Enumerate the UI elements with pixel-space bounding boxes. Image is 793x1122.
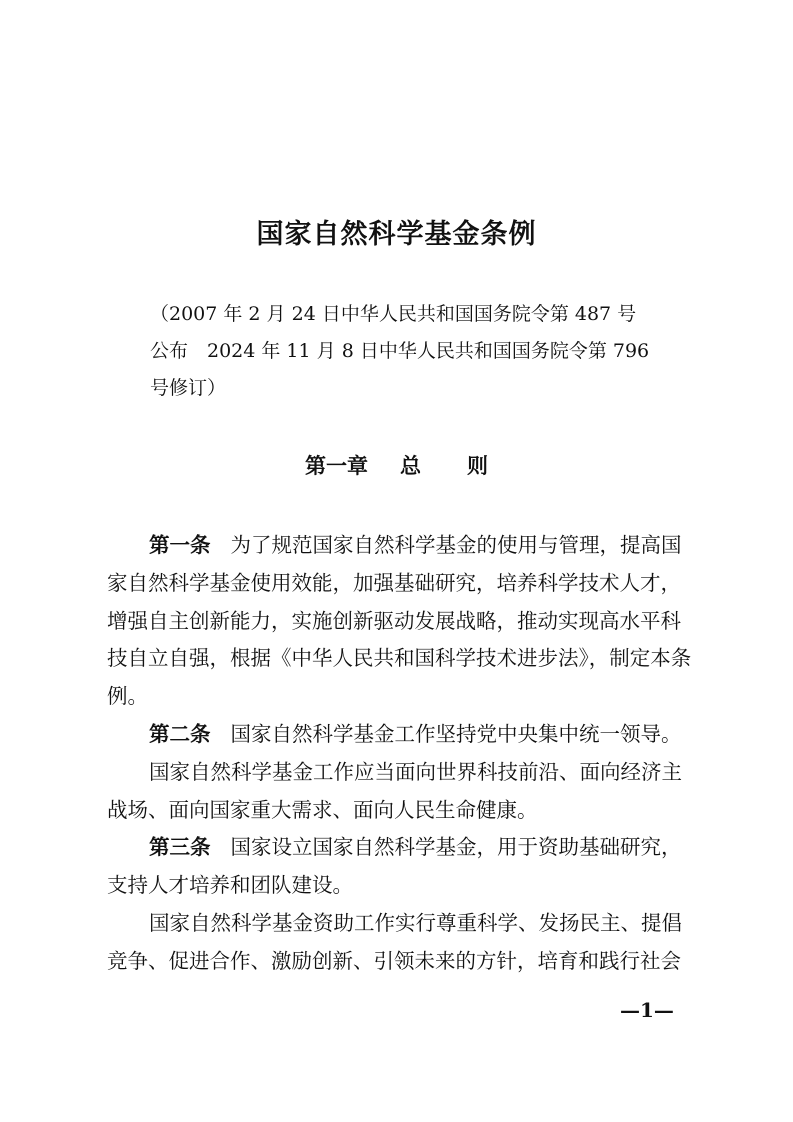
chapter-heading (0, 450, 793, 480)
article-text: 增强自主创新能力，实施创新驱动发展战略，推动实现高水平科 (107, 608, 681, 633)
document-title: 国家自然科学基金条例 (256, 219, 537, 250)
chapter-label: 第一章 (305, 454, 368, 478)
article-text: 技自立自强，根据《中华人民共和国科学技术进步法》，制定本条 (107, 646, 692, 671)
promulgation-note-line: （2007 年 2 月 24 日中华人民共和国国务院令第 487 号 (150, 303, 637, 325)
article-text: 例。 (107, 684, 148, 709)
article-line (107, 716, 695, 754)
article-text: 竞争、促进合作、激励创新、引领未来的方针，培育和践行社会 (107, 948, 681, 973)
chapter-name-first: 总 (400, 454, 421, 478)
article-text: 国家自然科学基金工作坚持党中央集中统一领导。 (230, 721, 682, 746)
document-body (107, 527, 695, 981)
article-text: 国家自然科学基金资助工作实行尊重科学、发扬民主、提倡 (149, 910, 682, 935)
article-line (107, 829, 695, 867)
promulgation-note (150, 296, 670, 407)
article-text: 家自然科学基金使用效能，加强基础研究，培养科学技术人才， (107, 570, 681, 595)
article-label: 第一条 (149, 533, 211, 557)
chapter-name-second: 则 (467, 454, 488, 478)
article-label: 第二条 (149, 721, 211, 746)
article-text: 国家设立国家自然科学基金，用于资助基础研究， (230, 835, 682, 860)
article-label: 第三条 (149, 835, 211, 860)
promulgation-note-line: 公布 2024 年 11 月 8 日中华人民共和国国务院令第 796 (150, 340, 650, 362)
article-text: 支持人才培养和团队建设。 (107, 873, 353, 898)
promulgation-note-line: 号修订） (150, 377, 227, 399)
article-line (107, 527, 695, 565)
article-text: 国家自然科学基金工作应当面向世界科技前沿、面向经济主 (149, 759, 682, 784)
page-number: —1— (620, 998, 674, 1022)
article-text: 为了规范国家自然科学基金的使用与管理，提高国 (230, 533, 682, 557)
article-text: 战场、面向国家重大需求、面向人民生命健康。 (107, 797, 538, 822)
